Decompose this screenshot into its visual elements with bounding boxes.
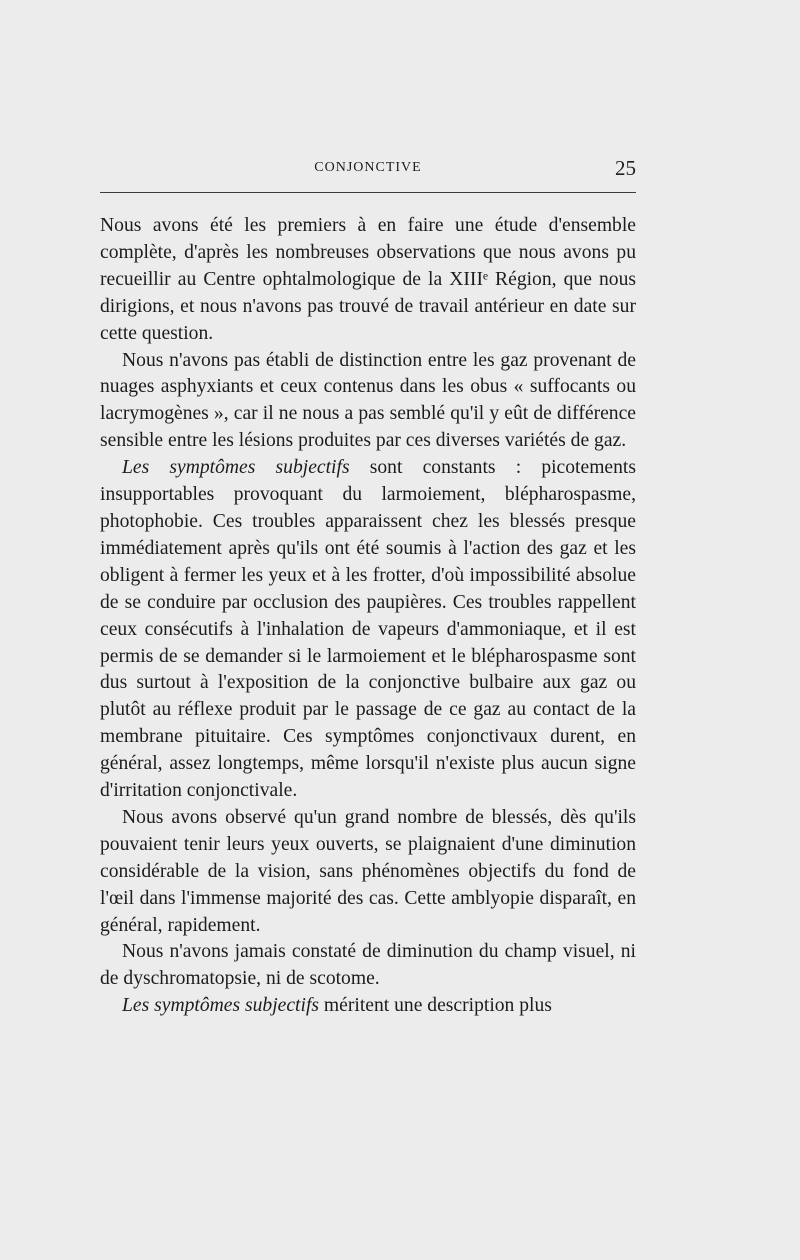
paragraph-3 xyxy=(100,455,636,805)
paragraph-6 xyxy=(100,993,636,1020)
paragraph-4 xyxy=(100,805,636,940)
paragraph-5 xyxy=(100,939,636,993)
paragraph-3-emphasis: Les symptômes subjectifs xyxy=(122,457,350,479)
page-number: 25 xyxy=(615,156,636,180)
paragraph-2 xyxy=(100,348,636,456)
paragraph-3-text: sont constants : picotements insupportables provoquant du larmoiement, blépharospasme, photophobie. Ces troubles apparaissent chez les blessés presque immédiatement après qu'ils ont été soumis à l'action des gaz et les obligent à fermer les yeux et à les frotter, d'où impossibilité absolue de se conduire par occlusion des paupières. Ces troubles rappellent ceux consécutifs à l'inhalation de vapeurs d'ammoniaque, et il est permis de se demander si le larmoiement et le blépharospasme sont dus surtout à l'exposition de la conjonctive bulbaire aux gaz ou plutôt au réflexe produit par le passage de ce gaz au contact de la membrane pituitaire. Ces symptômes conjonctivaux durent, en général, assez longtemps, même lorsqu'il n'existe plus aucun signe d'irritation conjonctivale. xyxy=(100,457,636,802)
paragraph-6-emphasis: Les symptômes subjectifs xyxy=(122,995,320,1017)
paragraph-4-text: Nous avons observé qu'un grand nombre de blessés, dès qu'ils pouvaient tenir leurs yeux ouverts, se plaignaient d'une diminution considérable de la vision, sans phénomènes objectifs du fond de l'œil dans l'immense majorité des cas. Cette amblyopie disparaît, en général, rapidement. xyxy=(100,806,636,936)
paragraph-1-text: Nous avons été les premiers à en faire une étude d'ensemble complète, d'après les nombreuses observations que nous avons pu recueillir au Centre ophtalmologique de la XIIIᵉ Région, que nous dirigions, et nous n'avons pas trouvé de travail antérieur en date sur cette question. xyxy=(100,215,636,344)
paragraph-5-text: Nous n'avons jamais constaté de diminution du champ visuel, ni de dyschromatopsie, ni de scotome. xyxy=(100,941,636,990)
body-text xyxy=(100,213,636,1020)
paragraph-2-text: Nous n'avons pas établi de distinction entre les gaz provenant de nuages asphyxiants et ceux contenus dans les obus « suffocants ou lacrymogènes », car il ne nous a pas semblé qu'il y eût de différence sensible entre les lésions produites par ces diverses variétés de gaz. xyxy=(100,349,636,452)
paragraph-6-text: méritent une description plus xyxy=(319,995,552,1017)
running-head: CONJONCTIVE xyxy=(314,160,422,175)
header-rule xyxy=(100,192,636,193)
paragraph-1 xyxy=(100,213,636,348)
page-header xyxy=(100,156,636,182)
